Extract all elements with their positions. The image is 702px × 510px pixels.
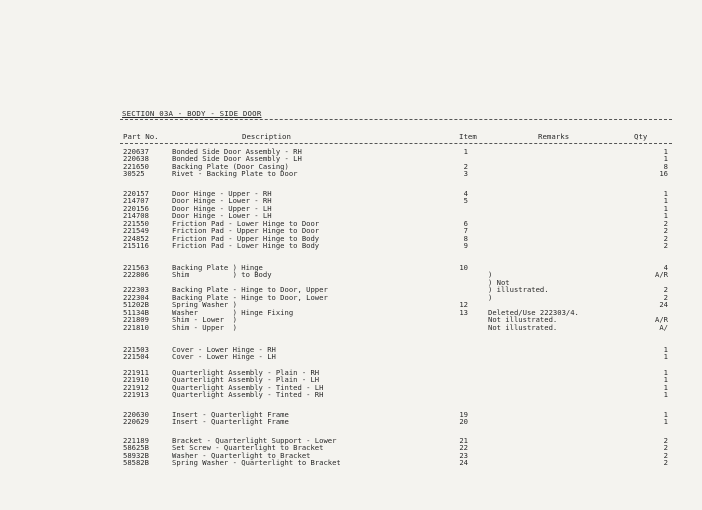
description: Washer - Quarterlight to Bracket	[172, 450, 311, 460]
description: Door Hinge - Upper - LH	[172, 203, 272, 213]
part-number: 222806	[123, 270, 149, 280]
header-description: Description	[242, 132, 291, 141]
part-number: 51134B	[123, 307, 149, 317]
description: Door Hinge - Lower - RH	[172, 196, 272, 206]
parts-group	[0, 190, 702, 250]
description: Insert - Quarterlight Frame	[172, 417, 289, 427]
quantity: 2	[663, 241, 668, 251]
remarks: Deleted/Use 222303/4.	[488, 307, 579, 317]
parts-group	[0, 369, 702, 399]
quantity: 24	[659, 300, 668, 310]
part-number: 224852	[123, 233, 149, 243]
table-row	[0, 170, 702, 177]
item-number: 5	[463, 196, 468, 206]
table-row	[0, 418, 702, 425]
quantity: 1	[663, 375, 668, 385]
part-number: 214708	[123, 211, 149, 221]
table-row	[0, 148, 702, 155]
table-row	[0, 346, 702, 353]
item-number: 13	[459, 307, 468, 317]
part-number: 220638	[123, 154, 149, 164]
description: Quarterlight Assembly - Tinted - RH	[172, 390, 324, 400]
part-number: 215116	[123, 241, 149, 251]
item-number: 12	[459, 300, 468, 310]
remarks: ) illustrated.	[488, 285, 549, 295]
table-row	[0, 353, 702, 360]
item-number: 9	[463, 241, 468, 251]
description: Shim ) to Body	[172, 270, 272, 280]
part-number: 221913	[123, 390, 149, 400]
part-number: 221809	[123, 315, 149, 325]
quantity: 1	[663, 390, 668, 400]
description: Door Hinge - Lower - LH	[172, 211, 272, 221]
quantity: 16	[659, 169, 668, 179]
remarks: ) Not	[488, 277, 510, 287]
table-row	[0, 391, 702, 398]
table-row	[0, 369, 702, 376]
part-number: 220156	[123, 203, 149, 213]
table-row	[0, 220, 702, 227]
description: Set Screw - Quarterlight to Bracket	[172, 443, 324, 453]
parts-group	[0, 264, 702, 331]
table-row	[0, 197, 702, 204]
description: Quarterlight Assembly - Plain - RH	[172, 368, 320, 377]
quantity: 2	[663, 292, 668, 302]
table-row	[0, 301, 702, 308]
table-row	[0, 444, 702, 451]
part-number: 58932B	[123, 450, 149, 460]
description: Backing Plate - Hinge to Door, Lower	[172, 292, 328, 302]
header-rule	[120, 143, 672, 144]
description: Spring Washer )	[172, 300, 237, 310]
table-row	[0, 459, 702, 466]
quantity: 2	[663, 458, 668, 468]
quantity: 1	[663, 189, 668, 198]
table-row	[0, 286, 702, 293]
quantity: 2	[663, 218, 668, 228]
description: Friction Pad - Upper Hinge to Body	[172, 233, 320, 243]
quantity: A/	[659, 322, 668, 332]
part-number: 222304	[123, 292, 149, 302]
table-row	[0, 205, 702, 212]
table-row	[0, 190, 702, 197]
description: Shim - Lower )	[172, 315, 237, 325]
quantity: 1	[663, 345, 668, 354]
description: Backing Plate (Door Casing)	[172, 161, 289, 171]
header-remarks: Remarks	[538, 132, 570, 141]
remarks: Not illustrated.	[488, 322, 558, 332]
description: Shim - Upper )	[172, 322, 237, 332]
part-number: 221504	[123, 352, 149, 362]
table-row	[0, 155, 702, 162]
table-row	[0, 324, 702, 331]
description: Spring Washer - Quarterlight to Bracket	[172, 458, 341, 468]
quantity: 2	[663, 226, 668, 236]
part-number: 220637	[123, 147, 149, 156]
description: Rivet - Backing Plate to Door	[172, 169, 298, 179]
item-number: 19	[459, 410, 468, 419]
item-number: 7	[463, 226, 468, 236]
part-number: 221910	[123, 375, 149, 385]
description: Bonded Side Door Assembly - RH	[172, 147, 302, 156]
table-row	[0, 264, 702, 271]
quantity: 8	[663, 161, 668, 171]
part-number: 221912	[123, 382, 149, 392]
remarks: )	[488, 292, 493, 302]
description: Door Hinge - Upper - RH	[172, 189, 272, 198]
part-number: 221810	[123, 322, 149, 332]
table-row	[0, 411, 702, 418]
quantity: 1	[663, 352, 668, 362]
description: Washer ) Hinge Fixing	[172, 307, 294, 317]
quantity: 1	[663, 211, 668, 221]
description: Friction Pad - Lower Hinge to Body	[172, 241, 320, 251]
item-number: 4	[463, 189, 468, 198]
quantity: 1	[663, 196, 668, 206]
quantity: 1	[663, 382, 668, 392]
item-number: 24	[459, 458, 468, 468]
description: Cover - Lower Hinge - LH	[172, 352, 276, 362]
description: Backing Plate - Hinge to Door, Upper	[172, 285, 328, 295]
parts-group	[0, 411, 702, 426]
item-number: 22	[459, 443, 468, 453]
quantity: 2	[663, 285, 668, 295]
quantity: 2	[663, 436, 668, 445]
part-number: 30525	[123, 169, 145, 179]
part-number: 220630	[123, 410, 149, 419]
table-row	[0, 384, 702, 391]
table-row	[0, 242, 702, 249]
description: Bracket - Quarterlight Support - Lower	[172, 436, 337, 445]
description: Friction Pad - Lower Hinge to Door	[172, 218, 320, 228]
description: Cover - Lower Hinge - RH	[172, 345, 276, 354]
table-row	[0, 309, 702, 316]
part-number: 220629	[123, 417, 149, 427]
header-item: Item	[459, 132, 477, 141]
item-number: 8	[463, 233, 468, 243]
parts-group	[0, 346, 702, 361]
table-row	[0, 376, 702, 383]
description: Bonded Side Door Assembly - LH	[172, 154, 302, 164]
quantity: 1	[663, 410, 668, 419]
section-title: SECTION 03A - BODY - SIDE DOOR	[122, 109, 262, 118]
title-rule	[120, 119, 672, 120]
table-row	[0, 227, 702, 234]
table-row	[0, 279, 702, 286]
part-number: 220157	[123, 189, 149, 198]
item-number: 20	[459, 417, 468, 427]
quantity: 1	[663, 368, 668, 377]
header-part-no: Part No.	[123, 132, 159, 141]
parts-group	[0, 437, 702, 467]
item-number: 3	[463, 169, 468, 179]
table-row	[0, 452, 702, 459]
part-number: 58625B	[123, 443, 149, 453]
part-number: 221503	[123, 345, 149, 354]
part-number: 58582B	[123, 458, 149, 468]
part-number: 221911	[123, 368, 149, 377]
quantity: 2	[663, 443, 668, 453]
table-row	[0, 316, 702, 323]
part-number: 222303	[123, 285, 149, 295]
table-row	[0, 163, 702, 170]
part-number: 221549	[123, 226, 149, 236]
remarks: Not illustrated.	[488, 315, 558, 325]
description: Quarterlight Assembly - Tinted - LH	[172, 382, 324, 392]
quantity: 2	[663, 450, 668, 460]
part-number: 221189	[123, 436, 149, 445]
item-number: 10	[459, 263, 468, 272]
description: Backing Plate ) Hinge	[172, 263, 263, 272]
part-number: 51202B	[123, 300, 149, 310]
item-number: 1	[463, 147, 468, 156]
table-row	[0, 271, 702, 278]
part-number: 221563	[123, 263, 149, 272]
table-row	[0, 235, 702, 242]
item-number: 2	[463, 161, 468, 171]
description: Friction Pad - Upper Hinge to Door	[172, 226, 320, 236]
quantity: 1	[663, 417, 668, 427]
part-number: 221650	[123, 161, 149, 171]
quantity: 4	[663, 263, 668, 272]
quantity: A/R	[655, 315, 668, 325]
part-number: 214707	[123, 196, 149, 206]
part-number: 221550	[123, 218, 149, 228]
quantity: 1	[663, 147, 668, 156]
item-number: 23	[459, 450, 468, 460]
item-number: 6	[463, 218, 468, 228]
description: Insert - Quarterlight Frame	[172, 410, 289, 419]
parts-group	[0, 148, 702, 178]
header-qty: Qty	[634, 132, 648, 141]
table-row	[0, 437, 702, 444]
quantity: 1	[663, 154, 668, 164]
table-row	[0, 212, 702, 219]
description: Quarterlight Assembly - Plain - LH	[172, 375, 320, 385]
quantity: 2	[663, 233, 668, 243]
remarks: )	[488, 270, 493, 280]
quantity: 1	[663, 203, 668, 213]
item-number: 21	[459, 436, 468, 445]
quantity: A/R	[655, 270, 668, 280]
table-row	[0, 294, 702, 301]
